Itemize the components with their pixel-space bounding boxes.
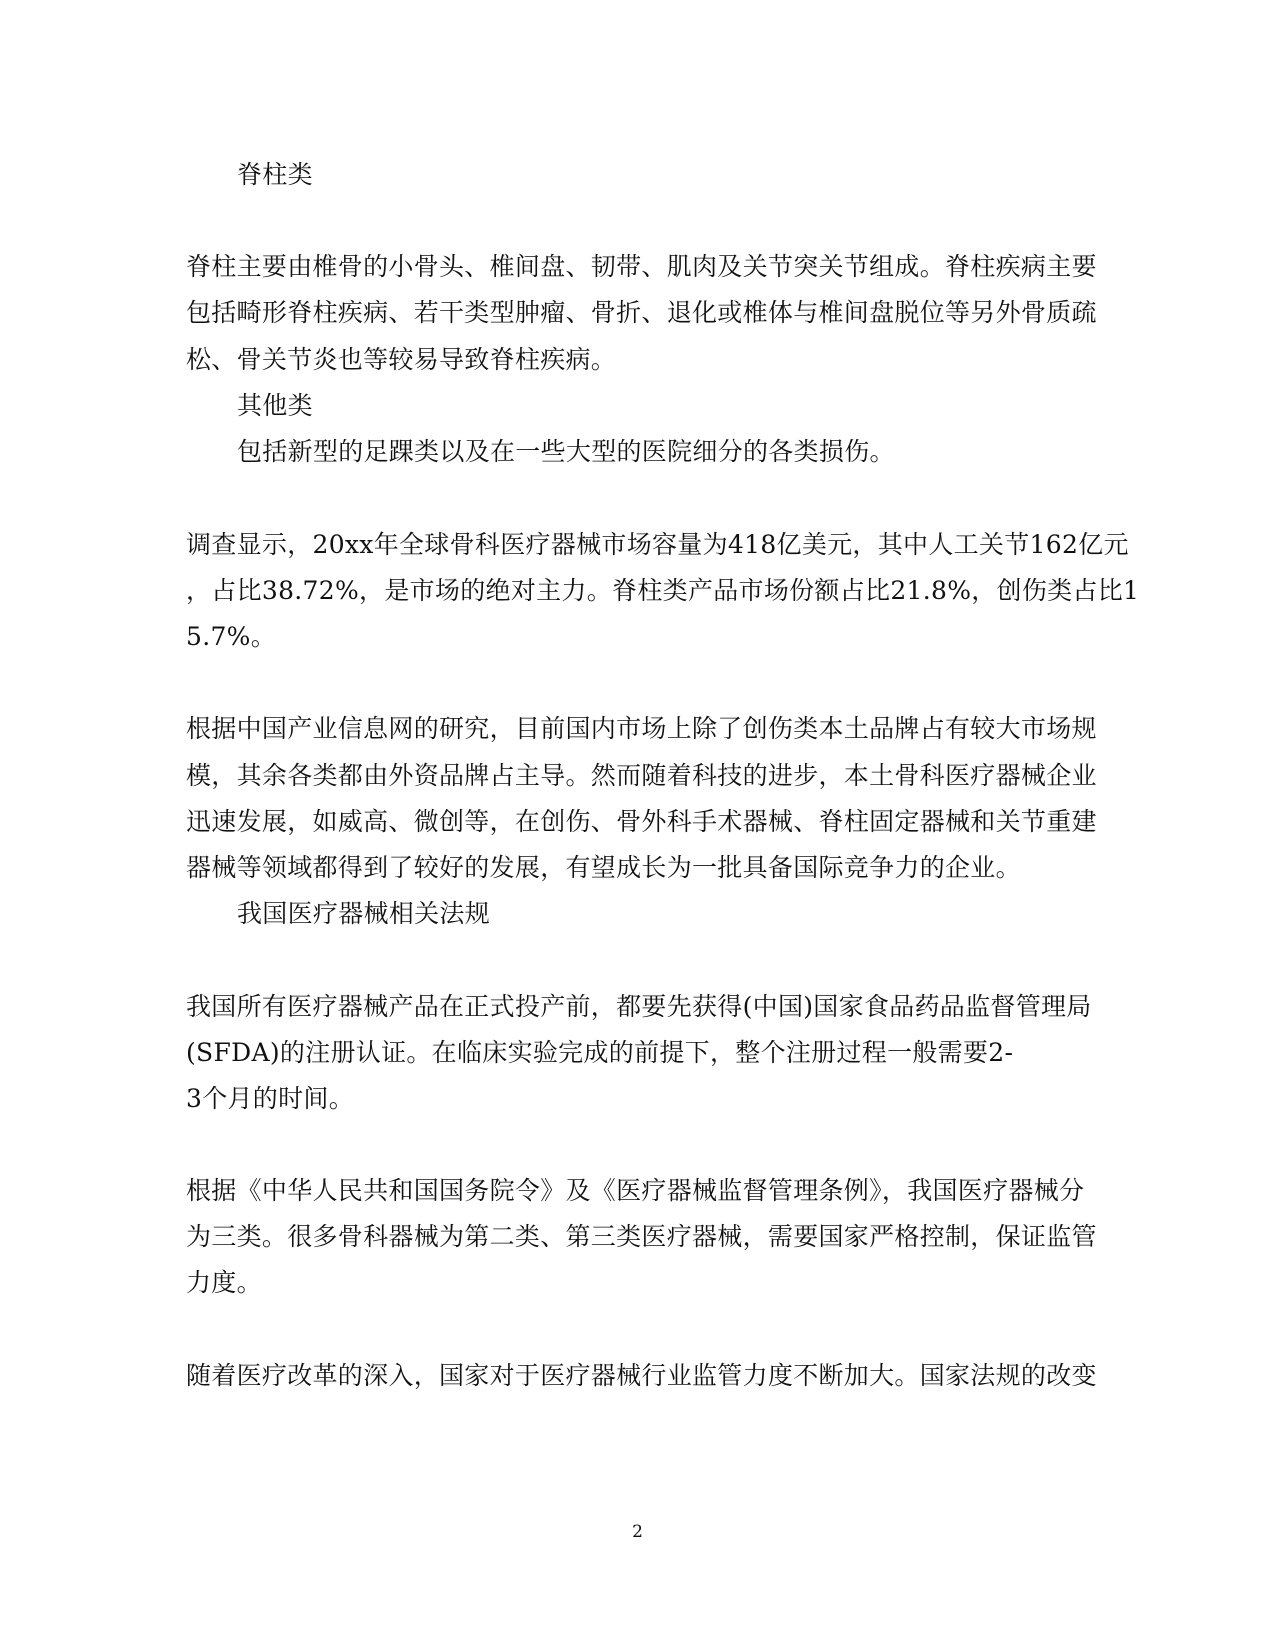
survey-para-line-1: 调查显示，20xx年全球骨科医疗器械市场容量为418亿美元，其中人工关节162亿元	[186, 530, 1129, 559]
heading-regulations: 我国医疗器械相关法规	[237, 899, 491, 928]
reform-para-line-1: 随着医疗改革的深入，国家对于医疗器械行业监管力度不断加大。国家法规的改变	[186, 1361, 1097, 1390]
research-para-line-3: 迅速发展，如威高、微创等，在创伤、骨外科手术器械、脊柱固定器械和关节重建	[186, 807, 1097, 836]
registration-para-line-1: 我国所有医疗器械产品在正式投产前，都要先获得(中国)国家食品药品监督管理局	[186, 992, 1092, 1021]
other-para: 包括新型的足踝类以及在一些大型的医院细分的各类损伤。	[237, 437, 895, 466]
registration-para-line-3: 3个月的时间。	[186, 1084, 355, 1113]
survey-para-line-3: 5.7%。	[186, 622, 277, 651]
classification-para-line-3: 力度。	[186, 1268, 262, 1297]
spine-para-line-3: 松、骨关节炎也等较易导致脊柱疾病。	[186, 345, 617, 374]
research-para-line-4: 器械等领域都得到了较好的发展，有望成长为一批具备国际竞争力的企业。	[186, 853, 1021, 882]
research-para-line-1: 根据中国产业信息网的研究，目前国内市场上除了创伤类本土品牌占有较大市场规	[186, 714, 1097, 743]
registration-para-line-2: (SFDA)的注册认证。在临床实验完成的前提下，整个注册过程一般需要2-	[186, 1038, 1014, 1067]
heading-other: 其他类	[237, 391, 313, 420]
spine-para-line-1: 脊柱主要由椎骨的小骨头、椎间盘、韧带、肌肉及关节突关节组成。脊柱疾病主要	[186, 252, 1097, 281]
classification-para-line-1: 根据《中华人民共和国国务院令》及《医疗器械监督管理条例》，我国医疗器械分	[186, 1176, 1085, 1205]
survey-para-line-2: ，占比38.72%，是市场的绝对主力。脊柱类产品市场份额占比21.8%，创伤类占比1	[186, 576, 1140, 605]
heading-spine: 脊柱类	[237, 160, 313, 189]
page-number: 2	[632, 1522, 643, 1542]
research-para-line-2: 模，其余各类都由外资品牌占主导。然而随着科技的进步，本土骨科医疗器械企业	[186, 761, 1097, 790]
classification-para-line-2: 为三类。很多骨科器械为第二类、第三类医疗器械，需要国家严格控制，保证监管	[186, 1222, 1097, 1251]
spine-para-line-2: 包括畸形脊柱疾病、若干类型肿瘤、骨折、退化或椎体与椎间盘脱位等另外骨质疏	[186, 298, 1097, 327]
